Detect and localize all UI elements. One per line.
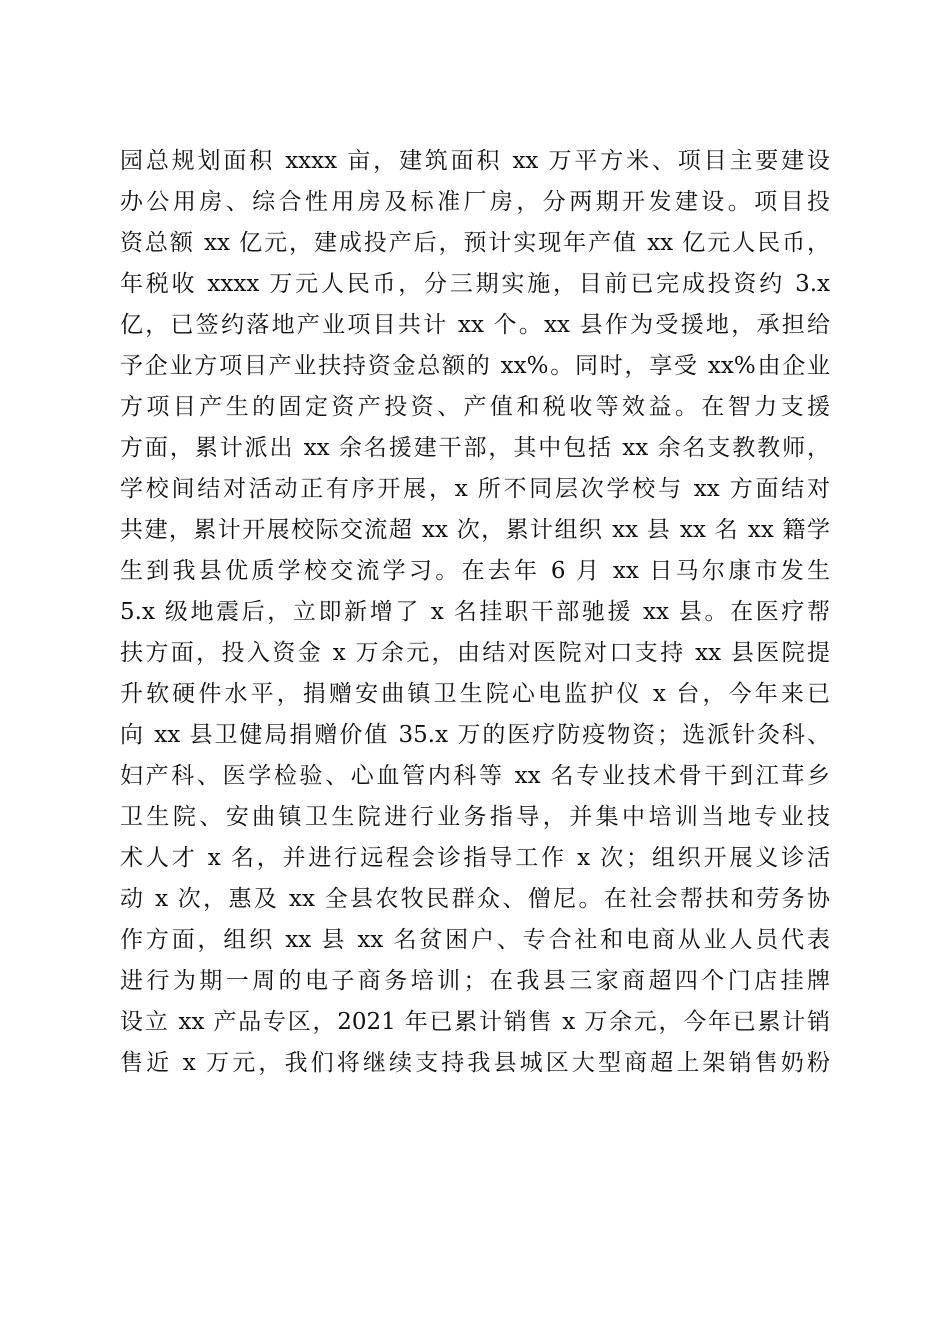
text-line: 生到我县优质学校交流学习。在去年 6 月 xx 日马尔康市发生 bbox=[120, 558, 830, 584]
text-line: 扶方面，投入资金 x 万余元，由结对医院对口支持 xx 县医院提 bbox=[120, 640, 830, 666]
text-line: 学校间结对活动正有序开展，x 所不同层次学校与 xx 方面结对 bbox=[120, 476, 830, 502]
text-line: 向 xx 县卫健局捐赠价值 35.x 万的医疗防疫物资；选派针灸科、 bbox=[120, 722, 830, 748]
text-line: 术人才 x 名，并进行远程会诊指导工作 x 次；组织开展义诊活 bbox=[120, 845, 830, 871]
text-line: 动 x 次，惠及 xx 全县农牧民群众、僧尼。在社会帮扶和劳务协 bbox=[120, 886, 830, 912]
text-line: 5.x 级地震后，立即新增了 x 名挂职干部驰援 xx 县。在医疗帮 bbox=[120, 599, 830, 625]
text-line: 办公用房、综合性用房及标准厂房，分两期开发建设。项目投 bbox=[120, 189, 830, 215]
text-line: 设立 xx 产品专区，2021 年已累计销售 x 万余元，今年已累计销 bbox=[120, 1009, 830, 1035]
text-line: 亿，已签约落地产业项目共计 xx 个。xx 县作为受援地，承担给 bbox=[120, 312, 830, 338]
text-line: 卫生院、安曲镇卫生院进行业务指导，并集中培训当地专业技 bbox=[120, 804, 830, 830]
text-line: 予企业方项目产业扶持资金总额的 xx%。同时，享受 xx%由企业 bbox=[120, 353, 830, 379]
text-line: 方项目产生的固定资产投资、产值和税收等效益。在智力支援 bbox=[120, 394, 830, 420]
text-line: 资总额 xx 亿元，建成投产后，预计实现年产值 xx 亿元人民币， bbox=[120, 230, 830, 256]
text-line: 妇产科、医学检验、心血管内科等 xx 名专业技术骨干到江茸乡 bbox=[120, 763, 830, 789]
text-line: 售近 x 万元，我们将继续支持我县城区大型商超上架销售奶粉 bbox=[120, 1050, 830, 1076]
text-line: 作方面，组织 xx 县 xx 名贫困户、专合社和电商从业人员代表 bbox=[120, 927, 830, 953]
text-line: 共建，累计开展校际交流超 xx 次，累计组织 xx 县 xx 名 xx 籍学 bbox=[120, 517, 830, 543]
text-line: 升软硬件水平，捐赠安曲镇卫生院心电监护仪 x 台，今年来已 bbox=[120, 681, 830, 707]
text-line: 年税收 xxxx 万元人民币，分三期实施，目前已完成投资约 3.x bbox=[120, 271, 830, 297]
text-line: 方面，累计派出 xx 余名援建干部，其中包括 xx 余名支教教师， bbox=[120, 435, 830, 461]
body-paragraph bbox=[120, 141, 830, 1084]
text-line: 进行为期一周的电子商务培训；在我县三家商超四个门店挂牌 bbox=[120, 968, 830, 994]
text-line: 园总规划面积 xxxx 亩，建筑面积 xx 万平方米、项目主要建设 bbox=[120, 148, 830, 174]
